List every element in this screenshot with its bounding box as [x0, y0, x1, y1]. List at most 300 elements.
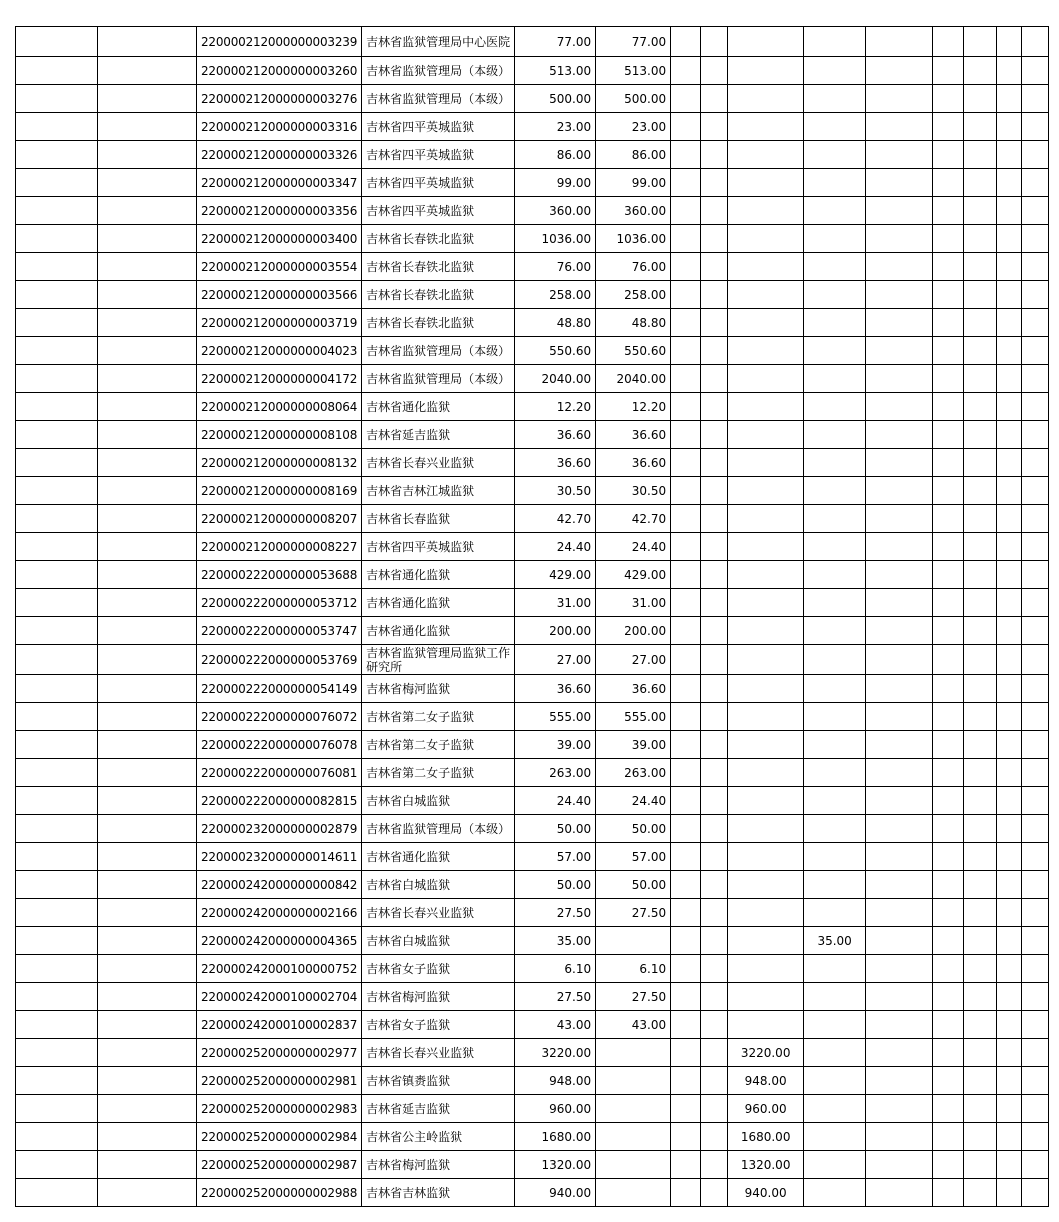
table-row: [16, 449, 1049, 477]
col-a: [16, 141, 98, 169]
col-n: [997, 815, 1022, 843]
col-b: [98, 899, 197, 927]
col-j-cell: 35.00: [804, 927, 866, 955]
col-k: [866, 477, 933, 505]
col-g: [671, 169, 701, 197]
col-j-cell: [804, 225, 866, 253]
col-l: [933, 675, 964, 703]
code-cell: 220000242000100002837: [197, 1011, 362, 1039]
subtotal-cell: 6.10: [596, 955, 671, 983]
col-o: [1022, 645, 1049, 675]
table-row: [16, 815, 1049, 843]
table-row: [16, 589, 1049, 617]
col-n: [997, 1067, 1022, 1095]
col-b: [98, 1123, 197, 1151]
col-i-cell: [728, 421, 804, 449]
col-k: [866, 1095, 933, 1123]
col-i-cell: [728, 225, 804, 253]
name-cell: 吉林省女子监狱: [362, 1011, 515, 1039]
col-h: [701, 393, 728, 421]
col-k: [866, 1067, 933, 1095]
col-k: [866, 281, 933, 309]
col-b: [98, 169, 197, 197]
col-i-cell: [728, 169, 804, 197]
table-row: [16, 1123, 1049, 1151]
col-a: [16, 675, 98, 703]
col-n: [997, 393, 1022, 421]
col-o: [1022, 815, 1049, 843]
subtotal-cell: 429.00: [596, 561, 671, 589]
code-cell: 220000212000000008169: [197, 477, 362, 505]
col-b: [98, 589, 197, 617]
name-cell: 吉林省白城监狱: [362, 927, 515, 955]
col-n: [997, 27, 1022, 57]
col-h: [701, 1179, 728, 1207]
col-b: [98, 225, 197, 253]
col-m: [964, 703, 997, 731]
amount-cell: 555.00: [515, 703, 596, 731]
table-row: [16, 141, 1049, 169]
name-cell: 吉林省通化监狱: [362, 843, 515, 871]
col-i-cell: [728, 871, 804, 899]
col-n: [997, 955, 1022, 983]
col-o: [1022, 899, 1049, 927]
col-l: [933, 477, 964, 505]
col-b: [98, 393, 197, 421]
col-o: [1022, 1123, 1049, 1151]
subtotal-cell: [596, 1151, 671, 1179]
col-a: [16, 759, 98, 787]
col-o: [1022, 589, 1049, 617]
budget-table: [15, 26, 1049, 1207]
col-g: [671, 617, 701, 645]
col-b: [98, 533, 197, 561]
col-k: [866, 731, 933, 759]
amount-cell: 77.00: [515, 27, 596, 57]
subtotal-cell: 30.50: [596, 477, 671, 505]
col-m: [964, 787, 997, 815]
col-l: [933, 617, 964, 645]
col-g: [671, 1123, 701, 1151]
name-cell: 吉林省第二女子监狱: [362, 703, 515, 731]
col-a: [16, 225, 98, 253]
col-l: [933, 731, 964, 759]
amount-cell: 27.50: [515, 899, 596, 927]
col-n: [997, 337, 1022, 365]
col-i-cell: [728, 983, 804, 1011]
col-n: [997, 421, 1022, 449]
col-k: [866, 337, 933, 365]
col-h: [701, 225, 728, 253]
col-a: [16, 787, 98, 815]
col-o: [1022, 169, 1049, 197]
col-k: [866, 1011, 933, 1039]
name-cell: 吉林省长春铁北监狱: [362, 281, 515, 309]
col-b: [98, 337, 197, 365]
col-k: [866, 675, 933, 703]
col-l: [933, 505, 964, 533]
col-o: [1022, 927, 1049, 955]
col-o: [1022, 505, 1049, 533]
col-j-cell: [804, 787, 866, 815]
col-m: [964, 871, 997, 899]
subtotal-cell: 24.40: [596, 787, 671, 815]
name-cell: 吉林省长春铁北监狱: [362, 253, 515, 281]
col-b: [98, 85, 197, 113]
col-k: [866, 533, 933, 561]
col-m: [964, 449, 997, 477]
col-g: [671, 113, 701, 141]
amount-cell: 36.60: [515, 421, 596, 449]
col-g: [671, 645, 701, 675]
col-n: [997, 449, 1022, 477]
code-cell: 220000212000000003239: [197, 27, 362, 57]
col-g: [671, 505, 701, 533]
col-b: [98, 449, 197, 477]
subtotal-cell: 36.60: [596, 449, 671, 477]
subtotal-cell: 360.00: [596, 197, 671, 225]
code-cell: 220000212000000008108: [197, 421, 362, 449]
col-o: [1022, 871, 1049, 899]
col-g: [671, 197, 701, 225]
col-j-cell: [804, 731, 866, 759]
name-cell: 吉林省梅河监狱: [362, 983, 515, 1011]
col-n: [997, 561, 1022, 589]
col-l: [933, 281, 964, 309]
table-row: [16, 281, 1049, 309]
col-n: [997, 281, 1022, 309]
col-j-cell: [804, 843, 866, 871]
subtotal-cell: 12.20: [596, 393, 671, 421]
col-j-cell: [804, 365, 866, 393]
col-l: [933, 1123, 964, 1151]
col-b: [98, 421, 197, 449]
table-row: [16, 703, 1049, 731]
col-j-cell: [804, 253, 866, 281]
col-o: [1022, 1039, 1049, 1067]
name-cell: 吉林省梅河监狱: [362, 1151, 515, 1179]
name-cell: 吉林省长春兴业监狱: [362, 1039, 515, 1067]
col-m: [964, 27, 997, 57]
col-m: [964, 899, 997, 927]
code-cell: 220000242000000000842: [197, 871, 362, 899]
col-m: [964, 337, 997, 365]
col-k: [866, 1123, 933, 1151]
col-l: [933, 815, 964, 843]
subtotal-cell: 48.80: [596, 309, 671, 337]
col-b: [98, 617, 197, 645]
col-h: [701, 505, 728, 533]
amount-cell: 31.00: [515, 589, 596, 617]
name-cell: 吉林省长春铁北监狱: [362, 225, 515, 253]
col-n: [997, 843, 1022, 871]
col-i-cell: [728, 815, 804, 843]
col-i-cell: [728, 787, 804, 815]
col-a: [16, 449, 98, 477]
col-k: [866, 561, 933, 589]
table-row: [16, 1151, 1049, 1179]
col-b: [98, 365, 197, 393]
col-h: [701, 197, 728, 225]
col-h: [701, 703, 728, 731]
col-b: [98, 27, 197, 57]
col-h: [701, 787, 728, 815]
amount-cell: 263.00: [515, 759, 596, 787]
table-row: [16, 871, 1049, 899]
code-cell: 220000212000000004172: [197, 365, 362, 393]
table-row: [16, 843, 1049, 871]
col-a: [16, 1095, 98, 1123]
table-row: [16, 1095, 1049, 1123]
table-row: [16, 169, 1049, 197]
amount-cell: 2040.00: [515, 365, 596, 393]
col-m: [964, 1039, 997, 1067]
col-m: [964, 815, 997, 843]
code-cell: 220000222000000076072: [197, 703, 362, 731]
col-o: [1022, 449, 1049, 477]
code-cell: 220000212000000008207: [197, 505, 362, 533]
subtotal-cell: 31.00: [596, 589, 671, 617]
name-cell: 吉林省四平英城监狱: [362, 533, 515, 561]
name-cell: 吉林省通化监狱: [362, 589, 515, 617]
col-l: [933, 113, 964, 141]
amount-cell: 86.00: [515, 141, 596, 169]
col-a: [16, 113, 98, 141]
col-b: [98, 197, 197, 225]
name-cell: 吉林省白城监狱: [362, 787, 515, 815]
col-b: [98, 561, 197, 589]
col-m: [964, 955, 997, 983]
name-cell: 吉林省长春兴业监狱: [362, 449, 515, 477]
col-j-cell: [804, 27, 866, 57]
col-n: [997, 253, 1022, 281]
col-k: [866, 787, 933, 815]
col-n: [997, 309, 1022, 337]
col-o: [1022, 281, 1049, 309]
amount-cell: 1680.00: [515, 1123, 596, 1151]
col-j-cell: [804, 57, 866, 85]
col-g: [671, 871, 701, 899]
col-o: [1022, 197, 1049, 225]
col-h: [701, 85, 728, 113]
code-cell: 220000222000000076081: [197, 759, 362, 787]
col-i-cell: 1320.00: [728, 1151, 804, 1179]
col-o: [1022, 27, 1049, 57]
col-j-cell: [804, 1095, 866, 1123]
amount-cell: 57.00: [515, 843, 596, 871]
col-m: [964, 393, 997, 421]
subtotal-cell: 550.60: [596, 337, 671, 365]
col-j-cell: [804, 983, 866, 1011]
name-cell: 吉林省监狱管理局中心医院: [362, 27, 515, 57]
col-g: [671, 393, 701, 421]
col-l: [933, 1151, 964, 1179]
col-h: [701, 871, 728, 899]
amount-cell: 50.00: [515, 871, 596, 899]
col-i-cell: [728, 57, 804, 85]
name-cell: 吉林省梅河监狱: [362, 675, 515, 703]
col-i-cell: [728, 113, 804, 141]
col-l: [933, 141, 964, 169]
col-i-cell: [728, 253, 804, 281]
table-row: [16, 617, 1049, 645]
table-row: [16, 393, 1049, 421]
col-a: [16, 309, 98, 337]
col-b: [98, 505, 197, 533]
col-m: [964, 589, 997, 617]
col-n: [997, 85, 1022, 113]
table-row: [16, 983, 1049, 1011]
amount-cell: 36.60: [515, 449, 596, 477]
code-cell: 220000212000000003326: [197, 141, 362, 169]
col-o: [1022, 533, 1049, 561]
col-j-cell: [804, 617, 866, 645]
col-o: [1022, 57, 1049, 85]
name-cell: 吉林省通化监狱: [362, 617, 515, 645]
table-row: [16, 1179, 1049, 1207]
code-cell: 220000212000000008064: [197, 393, 362, 421]
table-row: [16, 927, 1049, 955]
col-i-cell: 940.00: [728, 1179, 804, 1207]
col-k: [866, 85, 933, 113]
code-cell: 220000212000000003356: [197, 197, 362, 225]
col-l: [933, 589, 964, 617]
subtotal-cell: 555.00: [596, 703, 671, 731]
col-l: [933, 337, 964, 365]
col-b: [98, 731, 197, 759]
table-row: [16, 197, 1049, 225]
col-g: [671, 85, 701, 113]
col-n: [997, 1095, 1022, 1123]
col-a: [16, 983, 98, 1011]
code-cell: 220000252000000002983: [197, 1095, 362, 1123]
col-b: [98, 675, 197, 703]
col-m: [964, 477, 997, 505]
col-b: [98, 141, 197, 169]
subtotal-cell: 50.00: [596, 871, 671, 899]
table-body: [16, 27, 1049, 1207]
col-a: [16, 505, 98, 533]
col-a: [16, 1067, 98, 1095]
col-o: [1022, 393, 1049, 421]
amount-cell: 27.50: [515, 983, 596, 1011]
col-i-cell: [728, 27, 804, 57]
col-g: [671, 365, 701, 393]
col-a: [16, 1151, 98, 1179]
table-row: [16, 1067, 1049, 1095]
col-o: [1022, 955, 1049, 983]
col-g: [671, 533, 701, 561]
col-g: [671, 281, 701, 309]
col-h: [701, 589, 728, 617]
col-o: [1022, 309, 1049, 337]
col-k: [866, 589, 933, 617]
col-m: [964, 983, 997, 1011]
col-j-cell: [804, 169, 866, 197]
col-l: [933, 309, 964, 337]
col-n: [997, 365, 1022, 393]
col-k: [866, 421, 933, 449]
amount-cell: 948.00: [515, 1067, 596, 1095]
col-o: [1022, 477, 1049, 505]
name-cell: 吉林省长春铁北监狱: [362, 309, 515, 337]
name-cell: 吉林省监狱管理局（本级）: [362, 85, 515, 113]
col-g: [671, 1179, 701, 1207]
col-j-cell: [804, 1039, 866, 1067]
amount-cell: 1320.00: [515, 1151, 596, 1179]
col-a: [16, 85, 98, 113]
col-g: [671, 1011, 701, 1039]
col-i-cell: 3220.00: [728, 1039, 804, 1067]
name-cell: 吉林省吉林江城监狱: [362, 477, 515, 505]
subtotal-cell: 57.00: [596, 843, 671, 871]
col-n: [997, 871, 1022, 899]
col-j-cell: [804, 281, 866, 309]
code-cell: 220000242000100002704: [197, 983, 362, 1011]
name-cell: 吉林省女子监狱: [362, 955, 515, 983]
amount-cell: 42.70: [515, 505, 596, 533]
name-cell: 吉林省四平英城监狱: [362, 113, 515, 141]
col-k: [866, 113, 933, 141]
code-cell: 220000242000000004365: [197, 927, 362, 955]
col-a: [16, 1011, 98, 1039]
col-b: [98, 281, 197, 309]
col-o: [1022, 787, 1049, 815]
col-n: [997, 759, 1022, 787]
col-a: [16, 1123, 98, 1151]
col-a: [16, 27, 98, 57]
subtotal-cell: 86.00: [596, 141, 671, 169]
col-n: [997, 589, 1022, 617]
col-i-cell: [728, 589, 804, 617]
col-h: [701, 1039, 728, 1067]
name-cell: 吉林省四平英城监狱: [362, 197, 515, 225]
col-h: [701, 645, 728, 675]
col-g: [671, 843, 701, 871]
code-cell: 220000212000000003276: [197, 85, 362, 113]
col-g: [671, 477, 701, 505]
col-k: [866, 141, 933, 169]
name-cell: 吉林省延吉监狱: [362, 1095, 515, 1123]
col-h: [701, 1067, 728, 1095]
col-g: [671, 337, 701, 365]
col-k: [866, 309, 933, 337]
col-k: [866, 197, 933, 225]
table-row: [16, 1011, 1049, 1039]
col-g: [671, 309, 701, 337]
col-l: [933, 169, 964, 197]
col-b: [98, 253, 197, 281]
amount-cell: 200.00: [515, 617, 596, 645]
table-row: [16, 675, 1049, 703]
col-o: [1022, 113, 1049, 141]
col-j-cell: [804, 815, 866, 843]
col-k: [866, 983, 933, 1011]
col-n: [997, 927, 1022, 955]
col-b: [98, 113, 197, 141]
col-i-cell: [728, 645, 804, 675]
col-g: [671, 983, 701, 1011]
subtotal-cell: 42.70: [596, 505, 671, 533]
col-a: [16, 57, 98, 85]
col-m: [964, 731, 997, 759]
col-o: [1022, 759, 1049, 787]
col-h: [701, 759, 728, 787]
col-g: [671, 899, 701, 927]
col-m: [964, 1095, 997, 1123]
amount-cell: 36.60: [515, 675, 596, 703]
col-k: [866, 759, 933, 787]
